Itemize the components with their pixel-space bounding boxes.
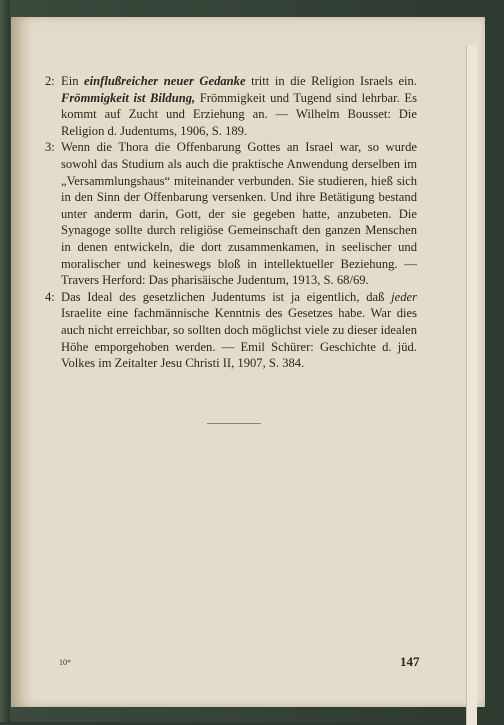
footnote-number: 2: (45, 74, 55, 88)
footnote-text: Wenn die Thora die Offenbarung Gottes an Israel war, so wurde sowohl das Studium als auch die praktische Anwendung derselben im „Versammlungshaus“ miteinander verbunden. Sie studieren, hieß sich in den Sinn der Offenbarung versenken. Und ihre Betätigung bestand unter anderm darin, Gott, der sie gegeben hatte, anzubeten. Die Synagoge sollte durch religiöse Gemeinschaft den ganzen Menschen in denen entwickeln, die dort zusammenkamen, in seelischer und moralischer und keineswegs bloß in intellektueller Beziehung. — Travers Herford: Das pharisäische Judentum, 1913, S. 68/69. (61, 140, 417, 288)
book-spine (0, 0, 10, 722)
page-number: 147 (400, 654, 420, 669)
emphasis-text: Frömmigkeit ist Bildung, (61, 90, 196, 105)
footnote-text: tritt in die Religion Israels ein. (245, 74, 417, 88)
footnote-text: Ein (61, 74, 85, 88)
footnote-text: Israelite eine fachmännische Kenntnis des Gesetzes habe. War dies auch nicht erreichbar, so sollten doch möglichst viele zu dieser idealen Höhe emporgehoben werden. — Emil Schürer: Geschichte d. jüd. Volkes im Zeitalter Jesu Christi II, 1907, S. 384. (61, 306, 417, 371)
footnote-3 (45, 139, 417, 288)
book-page (11, 17, 485, 707)
footnote-number: 3: (45, 140, 55, 155)
emphasis-text: einflußreicher neuer Gedanke (84, 74, 246, 88)
footnote-4 (45, 289, 417, 372)
signature-mark: 10* (59, 658, 71, 667)
footnote-2 (45, 73, 417, 139)
gutter-shadow (11, 17, 33, 707)
footnote-text: Frömmigkeit und Tugend sind lehrbar. Es kommt auf Zucht und Erziehung an. — Wilhelm Bousset: Die Religion d. Judentums, 1906, S. 189. (61, 90, 417, 138)
section-divider (207, 423, 261, 424)
emphasis-text: jeder (391, 289, 417, 304)
footnote-number: 4: (45, 289, 55, 304)
footnotes-block (45, 73, 417, 372)
page-edge (466, 45, 477, 725)
footnote-text: Das Ideal des gesetzlichen Judentums ist ja eigentlich, daß (61, 289, 392, 304)
